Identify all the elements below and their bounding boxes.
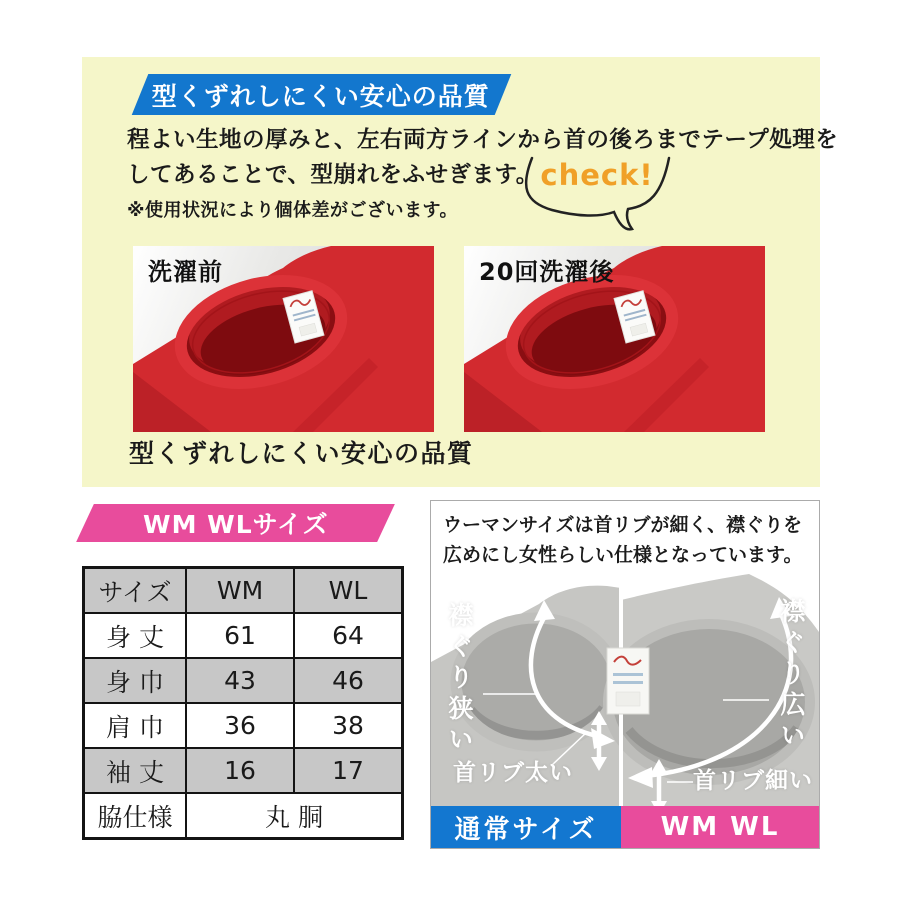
woman-description-line2: 広めにし女性らしい仕様となっています。 xyxy=(443,544,803,566)
photo-after-wash xyxy=(464,246,765,432)
size-table-header-row xyxy=(84,568,403,614)
quality-panel xyxy=(82,57,839,487)
size-banner-label: WM WLサイズ xyxy=(142,510,329,539)
size-table-header-wl: WL xyxy=(294,568,403,614)
row-label: 身 巾 xyxy=(84,658,187,703)
quality-description-line1: 程よい生地の厚みと、左右両方ラインから首の後ろまでテープ処理を xyxy=(127,127,839,153)
photo-before-wash xyxy=(133,246,434,432)
quality-description-line2: してあることで、型崩れをふせぎます。 xyxy=(127,162,539,188)
row-wm: 43 xyxy=(186,658,294,703)
wm-wl-bar-label: WM WL xyxy=(660,812,780,842)
table-row xyxy=(84,748,403,793)
wm-wl-bar xyxy=(621,806,819,848)
check-bubble xyxy=(512,150,682,240)
woman-size-box xyxy=(430,500,820,849)
footer-value: 丸 胴 xyxy=(186,793,403,839)
right-collar-label: 襟ぐり広い xyxy=(777,598,806,753)
check-label: check! xyxy=(540,158,654,192)
row-wm: 36 xyxy=(186,703,294,748)
neck-tag xyxy=(607,648,649,714)
row-wm: 16 xyxy=(186,748,294,793)
quality-banner xyxy=(132,74,512,115)
table-row xyxy=(84,613,403,658)
row-wl: 64 xyxy=(294,613,403,658)
size-table-header-size: サイズ xyxy=(84,568,187,614)
row-wl: 38 xyxy=(294,703,403,748)
size-table xyxy=(82,566,404,840)
footer-label: 脇仕様 xyxy=(84,793,187,839)
photo-before-label: 洗濯前 xyxy=(148,258,223,286)
row-label: 袖 丈 xyxy=(84,748,187,793)
collar-comparison-photo xyxy=(431,570,819,848)
regular-size-bar xyxy=(431,806,621,848)
size-table-footer-row xyxy=(84,793,403,839)
row-wm: 61 xyxy=(186,613,294,658)
row-label: 身 丈 xyxy=(84,613,187,658)
size-table-header-wm: WM xyxy=(186,568,294,614)
photo-after-label: 20回洗濯後 xyxy=(479,258,615,286)
regular-size-bar-label: 通常サイズ xyxy=(454,814,598,845)
left-collar-label: 襟ぐり狭い xyxy=(445,602,474,757)
quality-note: ※使用状況により個体差がございます。 xyxy=(127,200,459,221)
right-rib-label: 首リブ細い xyxy=(693,768,813,794)
size-banner xyxy=(76,504,395,542)
left-rib-label: 首リブ太い xyxy=(453,760,573,786)
quality-caption: 型くずれしにくい安心の品質 xyxy=(129,439,474,468)
quality-banner-label: 型くずれしにくい安心の品質 xyxy=(152,81,491,111)
woman-description xyxy=(443,510,802,570)
row-wl: 46 xyxy=(294,658,403,703)
table-row xyxy=(84,658,403,703)
row-wl: 17 xyxy=(294,748,403,793)
table-row xyxy=(84,703,403,748)
quality-description xyxy=(127,123,838,193)
woman-description-line1: ウーマンサイズは首リブが細く、襟ぐりを xyxy=(443,514,803,536)
row-label: 肩 巾 xyxy=(84,703,187,748)
